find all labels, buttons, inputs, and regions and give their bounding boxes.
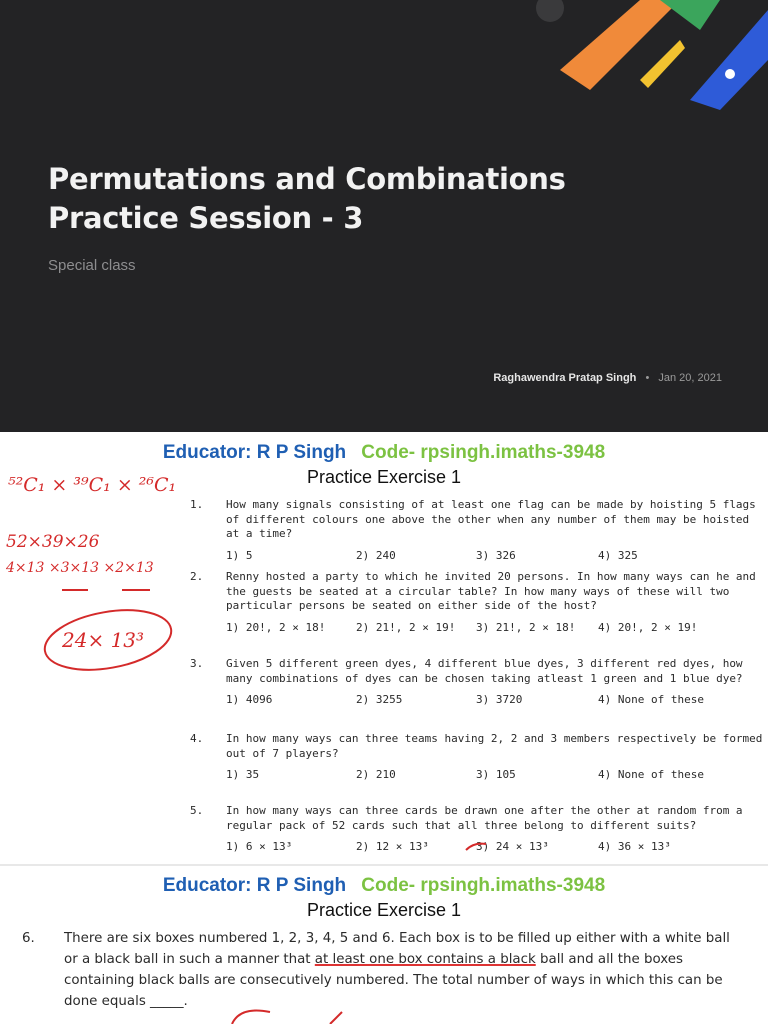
educator-label: Educator: R P Singh (162, 442, 347, 463)
cover-title (48, 160, 566, 238)
option-2: 2) 12 × 13³ (356, 840, 429, 853)
cover-title-line1: Permutations and Combinations (48, 162, 566, 196)
partial-circle-mark (232, 1011, 270, 1024)
option-3: 3) 21!, 2 × 18! (476, 620, 576, 634)
question-text: In how many ways can three teams having 2, 2 and 3 members respectively be formed out of 7 players? (226, 732, 763, 760)
cover-title-line2: Practice Session - 3 (48, 201, 364, 235)
ink-marks-page-2 (0, 866, 768, 1024)
underlined-phrase: at least one box contains a black (314, 952, 536, 967)
question-text: Given 5 different green dyes, 4 different blue dyes, 3 different red dyes, how many combinations of dyes can be chosen taking atleast 1 green and 1 blue dye? (226, 657, 743, 685)
meta-separator: • (645, 372, 650, 384)
question-number: 6. (22, 931, 35, 946)
option-2: 2) 210 (356, 768, 396, 781)
option-2: 2) 240 (356, 548, 396, 562)
option-3: 3) 3720 (476, 693, 523, 706)
option-4: 4) 20!, 2 × 19! (598, 620, 698, 634)
handwritten-answer: 24× 13³ (62, 628, 145, 652)
option-4: 4) None of these (598, 768, 704, 781)
question-number: 1. (190, 498, 204, 511)
cover-slide (0, 0, 768, 432)
option-1: 1) 4096 (226, 693, 273, 706)
question-text: How many signals consisting of at least one flag can be made by hoisting 5 flags of different colours one above the other when any number of them may be hoisted at a time? (226, 498, 756, 540)
cover-meta (493, 372, 722, 384)
option-4: 4) None of these (598, 693, 704, 706)
option-4: 4) 36 × 13³ (598, 840, 671, 853)
decor-orange-pencil (560, 0, 680, 90)
decor-white-dot (725, 69, 735, 79)
question-text-start: There are six boxes numbered 1, 2, 3, 4, 5 and 6. Each box is to be filled up either with a white ball or a black ball in such a manner that (64, 931, 730, 967)
cover-subtitle: Special class (48, 257, 136, 274)
question-number: 2. (190, 570, 204, 583)
option-1: 1) 5 (226, 548, 253, 562)
author-name: Raghawendra Pratap Singh (493, 372, 637, 384)
option-4: 4) 325 (598, 548, 638, 562)
decor-yellow-clip (640, 40, 685, 88)
handwritten-line-3: 4×13 ×3×13 ×2×13 (6, 560, 154, 576)
question-text-end: ball and all the boxes containing black balls are consecutively numbered. The total number of ways in which this can be done equals _____. (64, 952, 723, 1009)
handwritten-line-1: ⁵²C₁ × ³⁹C₁ × ²⁶C₁ (8, 474, 177, 496)
option-1: 1) 20!, 2 × 18! (226, 620, 326, 634)
question-number: 5. (190, 804, 204, 817)
exercise-title: Practice Exercise 1 (306, 467, 462, 487)
session-date: Jan 20, 2021 (658, 372, 722, 384)
answer-circle (40, 601, 176, 678)
decor-circle (536, 0, 564, 22)
option-2: 2) 21!, 2 × 19! (356, 620, 456, 634)
educator-code: Code- rpsingh.imaths-3948 (361, 875, 606, 896)
worksheet-page-2 (0, 866, 768, 1024)
question-number: 3. (190, 657, 204, 670)
option-2: 2) 3255 (356, 693, 403, 706)
partial-tick-mark (330, 1012, 342, 1024)
option-1: 1) 35 (226, 768, 260, 781)
worksheet-page-1 (0, 432, 768, 864)
question-text: Renny hosted a party to which he invited 20 persons. In how many ways can he and the guests be seated at a circular table? In how many ways of these will two particular persons be seated on either side of the host? (226, 570, 756, 612)
option-tick-mark (466, 844, 486, 850)
decorative-shapes (520, 0, 768, 140)
decor-green-leaf (660, 0, 720, 30)
option-3: 3) 326 (476, 548, 516, 562)
option-3: 3) 105 (476, 768, 516, 781)
educator-label: Educator: R P Singh (162, 875, 347, 896)
option-1: 1) 6 × 13³ (226, 840, 293, 853)
question-number: 4. (190, 732, 204, 745)
educator-code: Code- rpsingh.imaths-3948 (361, 442, 606, 463)
ink-marks (0, 432, 768, 864)
handwritten-line-2: 52×39×26 (6, 532, 100, 552)
option-3: 3) 24 × 13³ (476, 840, 549, 853)
exercise-title: Practice Exercise 1 (306, 900, 462, 920)
question-text: In how many ways can three cards be drawn one after the other at random from a regular pack of 52 cards such that all three belong to different suits? (226, 804, 743, 832)
